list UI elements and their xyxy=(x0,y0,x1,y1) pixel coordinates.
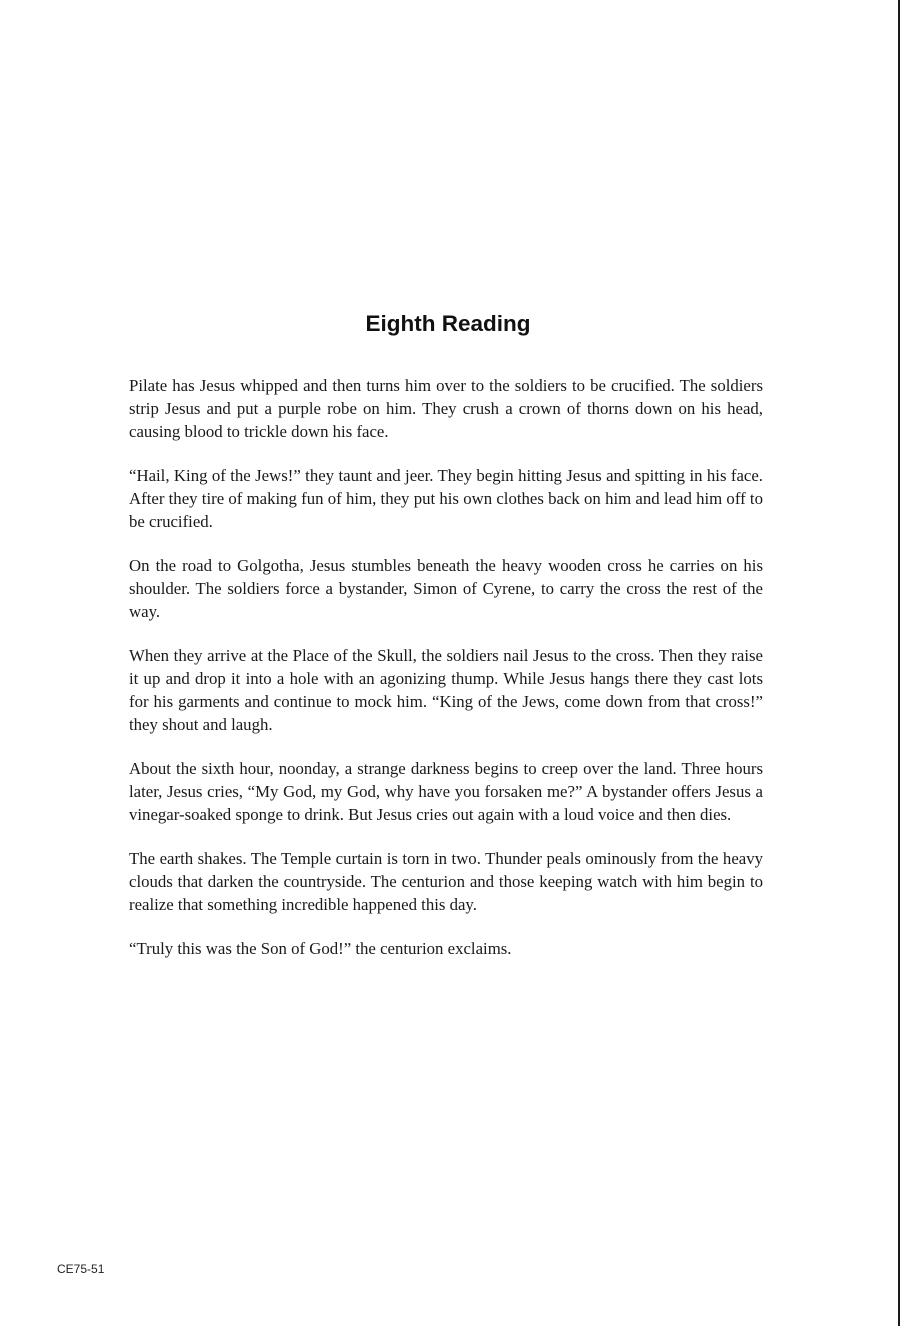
paragraph: “Hail, King of the Jews!” they taunt and jeer. They begin hitting Jesus and spitting in his face. After they tire of making fun of him, they put his own clothes back on him and lead him off to be crucified. xyxy=(129,466,763,531)
reading-body xyxy=(129,374,763,981)
paragraph: The earth shakes. The Temple curtain is torn in two. Thunder peals ominously from the heavy clouds that darken the countryside. The centurion and those keeping watch with him begin to realize that something incredible happened this day. xyxy=(129,849,763,914)
page-title: Eighth Reading xyxy=(365,311,531,336)
footer-code: CE75-51 xyxy=(57,1262,105,1276)
paragraph: About the sixth hour, noonday, a strange darkness begins to creep over the land. Three hours later, Jesus cries, “My God, my God, why have you forsaken me?” A bystander offers Jesus a vinegar-soaked sponge to drink. But Jesus cries out again with a loud voice and then dies. xyxy=(129,759,763,824)
paragraph: On the road to Golgotha, Jesus stumbles beneath the heavy wooden cross he carries on his shoulder. The soldiers force a bystander, Simon of Cyrene, to carry the cross the rest of the way. xyxy=(129,556,763,621)
paragraph: Pilate has Jesus whipped and then turns him over to the soldiers to be crucified. The soldiers strip Jesus and put a purple robe on him. They crush a crown of thorns down on his head, causing blood to trickle down his face. xyxy=(129,376,763,441)
paragraph: When they arrive at the Place of the Skull, the soldiers nail Jesus to the cross. Then they raise it up and drop it into a hole with an agonizing thump. While Jesus hangs there they cast lots for his garments and continue to mock him. “King of the Jews, come down from that cross!” they shout and laugh. xyxy=(129,646,763,734)
paragraph: “Truly this was the Son of God!” the centurion exclaims. xyxy=(129,939,512,958)
